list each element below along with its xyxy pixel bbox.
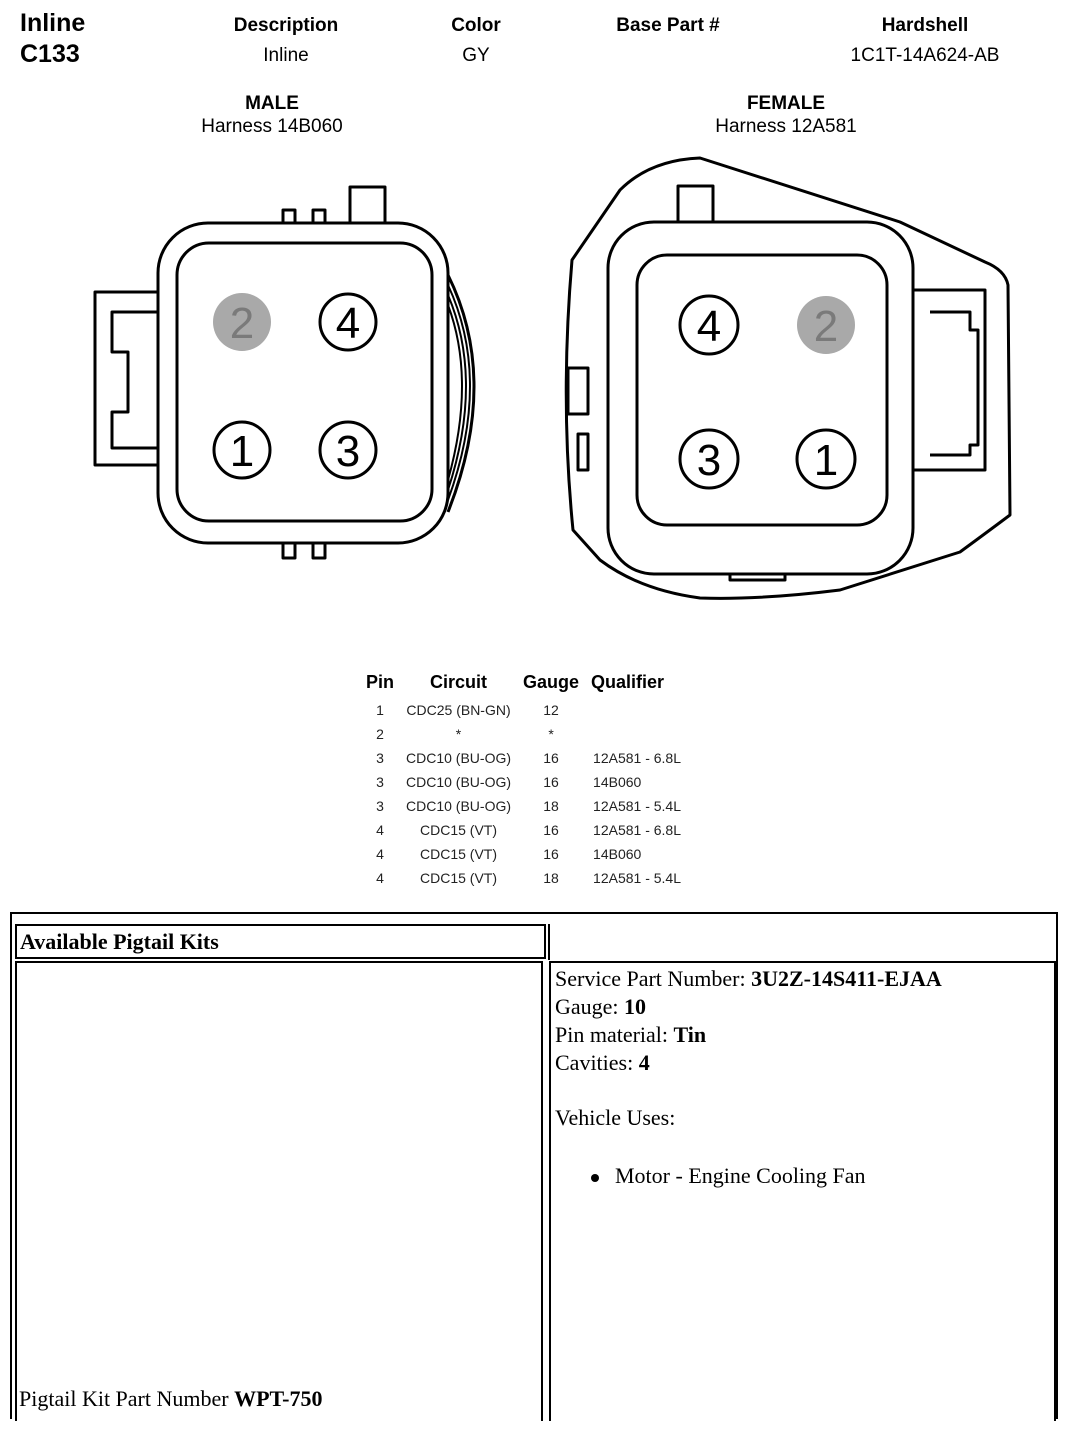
male-connector-diagram: [80, 170, 500, 590]
cavities-label: Cavities:: [555, 1050, 639, 1075]
cell-gauge: 16: [543, 845, 559, 862]
vehicle-uses-label: Vehicle Uses:: [555, 1105, 676, 1130]
gauge-label: Gauge:: [555, 994, 625, 1019]
cell-circuit: CDC10 (BU-OG): [406, 797, 512, 814]
female-latch-inner: [930, 312, 978, 455]
female-connector-diagram: [550, 150, 1030, 610]
cell-pin: 4: [376, 845, 384, 862]
pigtail-kits-heading: Available Pigtail Kits: [15, 924, 546, 959]
male-pin-label-c: 1: [229, 427, 255, 476]
male-bottom-ribs: [283, 543, 325, 558]
female-latch-outer: [913, 290, 985, 470]
table-row: [360, 745, 687, 769]
col-circuit: Circuit: [430, 672, 488, 692]
gauge-value: 10: [624, 994, 647, 1019]
color-label: Color: [451, 15, 501, 36]
cell-qualifier: [585, 697, 687, 721]
male-pin-label-d: 3: [335, 427, 361, 476]
service-part-value: 3U2Z-14S411-EJAA: [751, 966, 942, 991]
table-row: [360, 865, 687, 889]
cell-circuit: *: [455, 725, 462, 742]
connector-title: [20, 8, 85, 70]
female-pin-label-c: 3: [696, 436, 722, 485]
pin-material-label: Pin material:: [555, 1022, 674, 1047]
pigtail-kit-part-number: [19, 1386, 323, 1412]
vehicle-uses-list: [555, 1162, 1050, 1190]
cell-pin: 4: [376, 869, 384, 886]
kit-part-label: Pigtail Kit Part Number: [19, 1386, 235, 1411]
cell-pin: 2: [376, 725, 384, 742]
gauge-line: [555, 993, 1050, 1021]
hardshell-label: Hardshell: [881, 15, 969, 36]
description-label: Description: [233, 15, 339, 36]
cell-gauge: *: [548, 725, 554, 742]
cavities-line: [555, 1049, 1050, 1077]
female-housing-outer: [566, 158, 1010, 598]
cell-gauge: 18: [543, 797, 559, 814]
male-body-inner: [177, 243, 432, 521]
cell-qualifier: [585, 721, 687, 745]
cell-gauge: 16: [543, 821, 559, 838]
cell-gauge: 12: [543, 701, 559, 718]
male-latch-inner: [112, 312, 158, 448]
kit-part-value: WPT-750: [234, 1386, 323, 1411]
cell-qualifier: 12A581 - 5.4L: [593, 797, 682, 814]
service-part-label: Service Part Number:: [555, 966, 752, 991]
male-top-key: [350, 187, 385, 223]
cell-circuit: CDC15 (VT): [420, 821, 498, 838]
table-row: [360, 817, 687, 841]
table-row: [360, 841, 687, 865]
female-body-inner: [637, 255, 887, 525]
cell-circuit: CDC10 (BU-OG): [406, 749, 512, 766]
cell-qualifier: 12A581 - 5.4L: [593, 869, 682, 886]
table-row: [360, 721, 687, 745]
bullet-icon: [591, 1174, 599, 1182]
male-top-ribs: [283, 210, 325, 223]
cell-qualifier: 12A581 - 6.8L: [593, 749, 682, 766]
table-header-row: [360, 672, 687, 697]
male-pin-label-a: 2: [229, 299, 255, 348]
list-item: [555, 1162, 1050, 1190]
cell-gauge: 18: [543, 869, 559, 886]
female-harness: Harness 12A581: [715, 116, 857, 137]
heading-divider: [548, 924, 550, 960]
pigtail-details-panel: [549, 961, 1056, 1421]
cell-circuit: CDC10 (BU-OG): [406, 773, 512, 790]
pin-circuit-table: [360, 672, 687, 889]
cell-pin: 3: [376, 749, 384, 766]
col-pin: Pin: [366, 672, 395, 692]
cell-qualifier: 12A581 - 6.8L: [593, 821, 682, 838]
cell-pin: 3: [376, 797, 384, 814]
connector-id: C133: [20, 40, 80, 68]
female-left-tab-2: [578, 434, 588, 470]
pin-material-value: Tin: [673, 1022, 707, 1047]
cell-gauge: 16: [543, 773, 559, 790]
table-row: [360, 769, 687, 793]
male-title: MALE: [245, 93, 299, 114]
color-value: GY: [462, 45, 490, 66]
hardshell-value: 1C1T-14A624-AB: [850, 45, 1000, 66]
service-part-line: [555, 965, 1050, 993]
male-harness: Harness 14B060: [201, 116, 343, 137]
female-pin-label-d: 1: [813, 436, 839, 485]
cell-qualifier: 14B060: [593, 773, 642, 790]
cell-qualifier: 14B060: [593, 845, 642, 862]
cell-pin: 1: [376, 701, 384, 718]
vehicle-use-text: Motor - Engine Cooling Fan: [615, 1163, 866, 1188]
female-pin-label-a: 4: [696, 302, 722, 351]
female-top-key: [678, 186, 713, 222]
cell-pin: 3: [376, 773, 384, 790]
male-body-outer: [158, 223, 448, 543]
female-title: FEMALE: [746, 93, 826, 114]
cell-circuit: CDC15 (VT): [420, 869, 498, 886]
cell-pin: 4: [376, 821, 384, 838]
col-qualifier: Qualifier: [591, 672, 665, 692]
col-gauge: Gauge: [523, 672, 580, 692]
base-part-label: Base Part #: [616, 15, 720, 36]
connector-type: Inline: [20, 9, 86, 37]
male-pin-label-b: 4: [335, 299, 361, 348]
cell-gauge: 16: [543, 749, 559, 766]
table-row: [360, 793, 687, 817]
female-pin-label-b: 2: [813, 302, 839, 351]
cell-circuit: CDC15 (VT): [420, 845, 498, 862]
female-left-tab-1: [568, 368, 588, 414]
pigtail-image-panel: [15, 961, 543, 1421]
cavities-value: 4: [638, 1050, 650, 1075]
table-row: [360, 697, 687, 721]
cell-circuit: CDC25 (BN-GN): [406, 701, 511, 718]
pin-material-line: [555, 1021, 1050, 1049]
description-value: Inline: [263, 45, 309, 66]
